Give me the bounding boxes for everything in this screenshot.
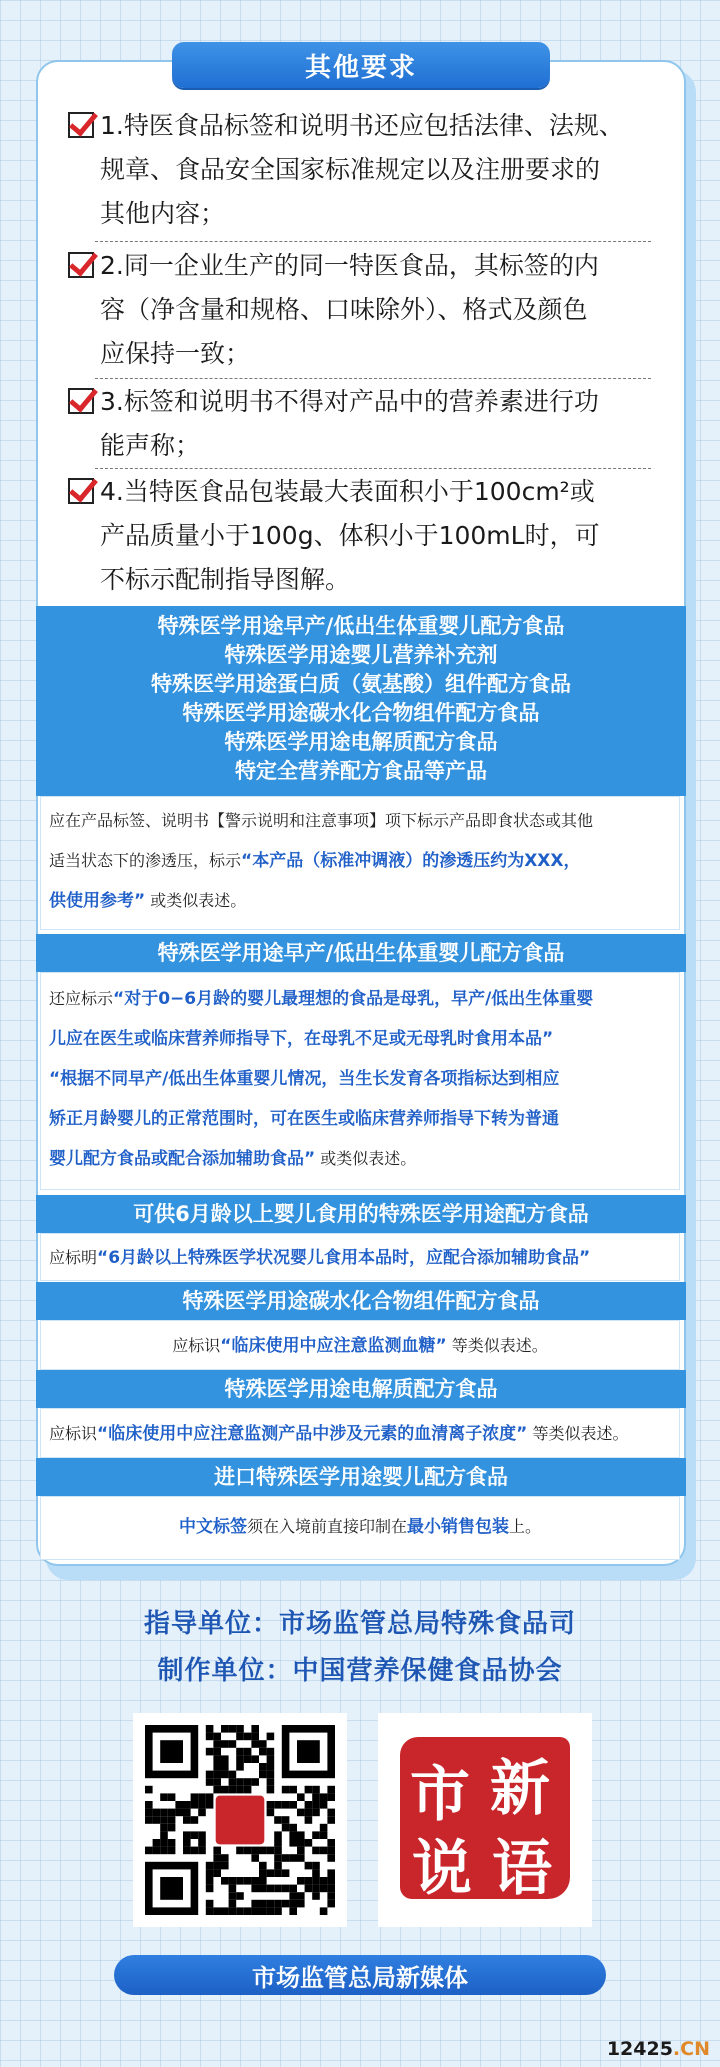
electrolyte-formula-note: 应标识“临床使用中应注意监测产品中涉及元素的血清离子浓度” 等类似表述。	[40, 1408, 680, 1458]
logo-seal-icon: 市 新 说 语	[400, 1737, 570, 1899]
checkbox-icon	[68, 112, 94, 138]
brand-logo	[378, 1713, 592, 1927]
electrolyte-formula-banner: 特殊医学用途电解质配方食品	[36, 1370, 686, 1408]
requirement-text: 2.同一企业生产的同一特医食品，其标签的内 容（净含量和规格、口味除外）、格式及颜色 应保持一致；	[100, 251, 599, 368]
requirement-text: 1.特医食品标签和说明书还应包括法律、法规、 规章、食品安全国家标准规定以及注册要求的 其他内容；	[100, 111, 624, 228]
requirement-item	[62, 104, 662, 236]
checkbox-icon	[68, 388, 94, 414]
checkbox-icon	[68, 252, 94, 278]
requirement-item	[62, 470, 662, 602]
requirement-item	[62, 380, 662, 468]
checkbox-icon	[68, 478, 94, 504]
qr-code-icon	[133, 1713, 347, 1927]
six-month-formula-note: 应标明“6月龄以上特殊医学状况婴儿食用本品时，应配合添加辅助食品”	[40, 1233, 680, 1281]
requirement-text: 3.标签和说明书不得对产品中的营养素进行功 能声称；	[100, 387, 599, 460]
producing-unit: 制作单位：中国营养保健食品协会	[157, 1656, 563, 1686]
osmotic-pressure-note: 应在产品标签、说明书【警示说明和注意事项】项下标示产品即食状态或其他 适当状态下的渗透压，标示“本产品（标准冲调液）的渗透压约为XXX， 供使用参考” 或类似表述。	[40, 796, 680, 930]
preterm-formula-note: 还应标示“对于0−6月龄的婴儿最理想的食品是母乳，早产/低出生体重婴 儿应在医生或临床营养师指导下，在母乳不足或无母乳时食用本品” “根据不同早产/低出生体重婴儿情况，当生长发育各项指标达到相应 矫正月龄婴儿的正常范围时，可在医生或临床营养师指导下转为普通 婴儿配方食品或配合添加辅助食品” 或类似表述。	[40, 972, 680, 1190]
qr-code	[133, 1713, 347, 1927]
six-month-formula-banner: 可供6月龄以上婴儿食用的特殊医学用途配方食品	[36, 1195, 686, 1233]
requirement-item	[62, 244, 662, 376]
divider	[95, 468, 651, 469]
carbohydrate-formula-banner: 特殊医学用途碳水化合物组件配方食品	[36, 1282, 686, 1320]
media-label: 市场监管总局新媒体	[114, 1955, 606, 1995]
import-formula-banner: 进口特殊医学用途婴儿配方食品	[36, 1458, 686, 1496]
import-formula-note: 中文标签须在入境前直接印制在最小销售包装上。	[40, 1496, 680, 1560]
carbohydrate-formula-note: 应标识“临床使用中应注意监测血糖” 等类似表述。	[40, 1320, 680, 1370]
guiding-unit: 指导单位：市场监管总局特殊食品司	[143, 1609, 576, 1639]
category-list-banner: 特殊医学用途早产/低出生体重婴儿配方食品 特殊医学用途婴儿营养补充剂 特殊医学用途蛋白质（氨基酸）组件配方食品 特殊医学用途碳水化合物组件配方食品 特殊医学用途电解质配方食品 特定全营养配方食品等产品	[36, 606, 686, 796]
divider	[95, 241, 651, 242]
section-title: 其他要求	[172, 42, 550, 88]
requirement-text: 4.当特医食品包装最大表面积小于100cm²或 产品质量小于100g、体积小于100mL时，可 不标示配制指导图解。	[100, 477, 600, 594]
site-watermark: 12425.CN	[606, 2038, 710, 2060]
preterm-formula-banner: 特殊医学用途早产/低出生体重婴儿配方食品	[36, 934, 686, 972]
divider	[95, 378, 651, 379]
